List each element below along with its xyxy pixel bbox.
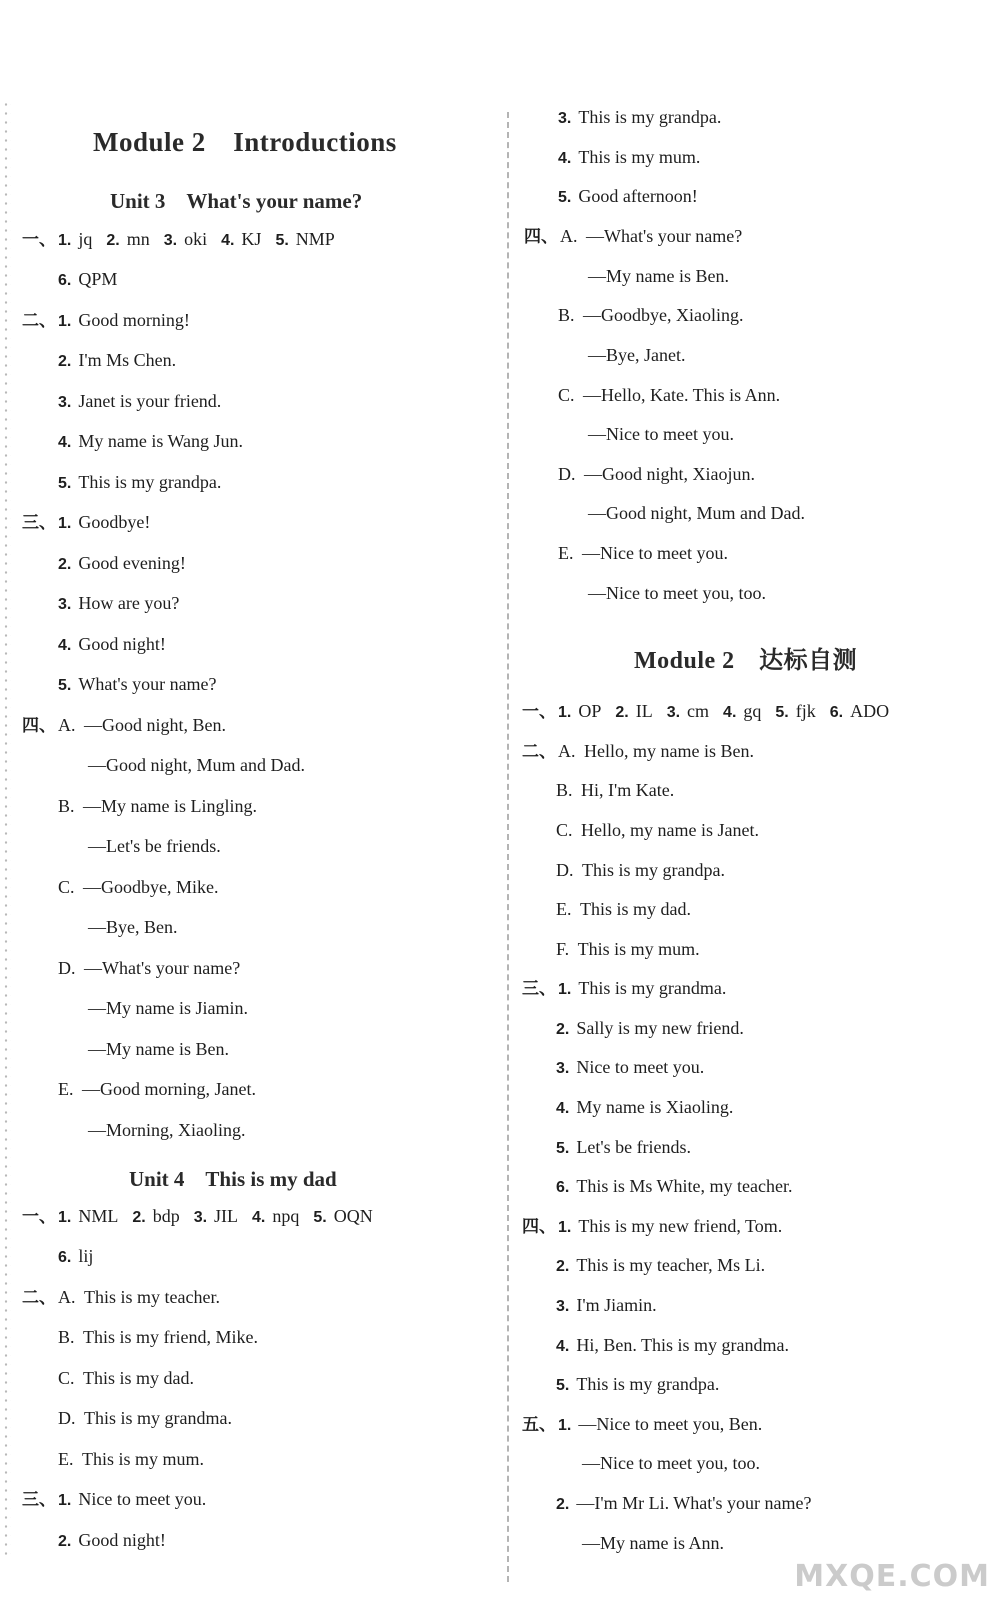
right-answer-line [522,740,754,763]
item-number: 1. [558,981,572,998]
right-answer-line [558,542,728,564]
item-number: 4. [556,1100,570,1117]
answer-text: —Good night, Mum and Dad. [88,755,305,775]
left-answer-line [88,1038,229,1060]
item-number: 2. [556,1496,570,1513]
unit4-title: Unit 4 This is my dad [129,1167,337,1191]
left-answer-line [58,1078,256,1100]
answer-text: Let's be friends. [576,1137,692,1157]
item-letter: D. [58,958,80,978]
answer-text: This is my new friend, Tom. [578,1216,783,1236]
answer-text: QPM [78,269,118,289]
answer-text: mn [126,229,150,249]
answer-text: —My name is Ben. [588,266,729,286]
answer-text: This is my teacher, Ms Li. [576,1255,766,1275]
left-answer-line [58,592,179,616]
item-number: 3. [556,1060,570,1077]
answer-text: —Let's be friends. [88,836,221,856]
item-number: 1. [58,1492,72,1509]
left-answer-line [58,471,221,495]
item-number: 4. [58,637,72,654]
answer-text: Good morning! [78,310,190,330]
item-number: 4. [221,232,235,249]
item-number: 3. [58,596,72,613]
left-answer-line [58,876,219,898]
item-letter: D. [556,860,578,880]
answer-text: NMP [295,229,335,249]
left-answer-line [22,1286,220,1309]
right-answer-line [556,1254,765,1278]
answer-text: —Nice to meet you. [588,424,734,444]
left-answer-line [88,835,221,857]
left-answer-line [88,916,178,938]
left-answer-line [58,430,243,454]
right-answer-line [556,938,700,960]
item-number: 2. [615,704,629,721]
answer-text: Janet is your friend. [78,391,222,411]
right-answer-line [588,344,685,366]
left-answer-line [58,1326,258,1348]
item-letter: B. [556,780,578,800]
answer-text: Hi, Ben. This is my grandma. [576,1335,789,1355]
answer-text: —My name is Jiamin. [88,998,248,1018]
answer-text: Hi, I'm Kate. [581,780,675,800]
left-answer-line [88,1119,246,1141]
item-number: 6. [829,704,844,721]
item-number: 5. [275,232,289,249]
item-letter: B. [58,1327,80,1347]
section-marker: 四、 [522,1217,556,1236]
right-answer-line [556,1492,811,1516]
watermark-text: MXQE.COM [794,1559,990,1594]
answer-text: Hello, my name is Janet. [581,820,759,840]
item-number: 1. [58,313,72,330]
answer-text: IL [635,701,653,721]
item-letter: D. [58,1408,80,1428]
section-marker: 五、 [522,1415,556,1434]
item-number: 2. [132,1209,146,1226]
right-answer-line [558,304,744,326]
left-answer-line [22,1205,373,1229]
right-answer-line [556,1056,704,1080]
item-number: 6. [58,1249,72,1266]
item-letter: E. [556,899,576,919]
answer-text: Good night! [78,634,166,654]
left-answer-line [22,309,190,333]
right-answer-line [558,106,721,130]
answer-text: This is my grandma. [84,1408,232,1428]
answer-text: Good night! [78,1530,166,1550]
answer-text: —I'm Mr Li. What's your name? [576,1493,812,1513]
item-number: 3. [666,704,681,721]
item-number: 5. [313,1209,327,1226]
answer-text: This is my grandpa. [582,860,725,880]
left-answer-line [22,511,150,535]
answer-text: —Good night, Ben. [84,715,226,735]
right-answer-line [582,1452,760,1474]
item-letter: E. [558,543,578,563]
item-number: 1. [58,1209,72,1226]
answer-text: I'm Jiamin. [576,1295,657,1315]
answer-text: bdp [152,1206,180,1226]
item-number: 5. [775,704,789,721]
item-letter: D. [558,464,580,484]
answer-text: —Nice to meet you. [582,543,728,563]
right-column [512,0,996,1600]
item-number: 1. [558,704,572,721]
item-letter: B. [58,796,80,816]
answer-text: —My name is Ann. [582,1533,724,1553]
item-number: 4. [558,150,572,167]
answer-text: —Hello, Kate. This is Ann. [583,385,781,405]
item-number: 2. [58,556,72,573]
item-number: 2. [556,1258,570,1275]
right-answer-line [556,1096,733,1120]
section-marker: 一、 [22,230,56,249]
left-answer-line [22,1488,206,1512]
left-answer-line [58,795,257,817]
item-number: 4. [58,434,72,451]
right-answer-line [524,225,742,248]
left-answer-line [58,1448,204,1470]
section-marker: 二、 [22,311,56,330]
item-letter: E. [58,1449,78,1469]
right-answer-line [558,463,755,485]
answer-text: —Good night, Mum and Dad. [588,503,805,523]
answer-text: lij [78,1246,94,1266]
answer-text: This is my grandpa. [78,472,222,492]
right-answer-line [556,1175,792,1199]
left-answer-line [88,997,248,1019]
right-answer-line [588,582,766,604]
answer-text: This is my grandpa. [578,107,722,127]
section-marker: 二、 [522,742,556,761]
right-answer-line [522,977,726,1001]
answer-text: This is my teacher. [84,1287,220,1307]
answer-text: I'm Ms Chen. [78,350,177,370]
answer-text: Good evening! [78,553,186,573]
item-letter: B. [558,305,580,325]
answer-text: This is my mum. [577,939,700,959]
item-number: 1. [558,1417,572,1434]
right-answer-line [588,423,734,445]
item-number: 3. [558,110,572,127]
item-number: 1. [558,1219,572,1236]
item-number: 5. [558,189,572,206]
answer-text: NML [78,1206,119,1226]
answer-text: —Nice to meet you, too. [582,1453,760,1473]
answer-text: —Bye, Janet. [588,345,686,365]
answer-text: —My name is Lingling. [83,796,258,816]
answer-text: This is my friend, Mike. [83,1327,258,1347]
answer-text: —What's your name? [84,958,241,978]
item-letter: A. [560,226,582,246]
item-letter: F. [556,939,574,959]
right-answer-line [522,1413,762,1437]
answer-text: KJ [241,229,262,249]
item-number: 5. [556,1377,570,1394]
left-answer-line [58,673,217,697]
right-answer-line [556,1334,789,1358]
answer-text: —Nice to meet you, too. [588,583,766,603]
section-marker: 三、 [522,979,556,998]
answer-text: This is my grandpa. [576,1374,720,1394]
answer-text: How are you? [78,593,180,613]
answer-text: This is my mum. [82,1449,205,1469]
answer-text: ADO [850,701,890,721]
right-answer-line [556,1136,691,1160]
item-letter: A. [58,1287,80,1307]
right-answer-line [556,898,691,920]
item-letter: E. [58,1079,78,1099]
item-letter: C. [58,1368,80,1388]
right-answer-line [522,1215,782,1239]
answer-text: —Goodbye, Mike. [83,877,219,897]
answer-text: Nice to meet you. [78,1489,207,1509]
section-marker: 一、 [522,702,556,721]
item-number: 6. [58,272,72,289]
item-number: 4. [723,704,737,721]
right-answer-line [556,779,674,801]
answer-text: Hello, my name is Ben. [584,741,754,761]
item-number: 4. [252,1209,266,1226]
answer-text: jq [78,229,93,249]
right-answer-line [558,384,780,406]
module-title: Module 2 Introductions [93,127,397,157]
section-marker: 四、 [22,716,56,735]
item-number: 4. [556,1338,570,1355]
answer-text: Sally is my new friend. [576,1018,744,1038]
answer-text: This is Ms White, my teacher. [576,1176,793,1196]
answer-text: Nice to meet you. [576,1057,705,1077]
answer-text: OP [578,701,602,721]
answer-text: —Good morning, Janet. [82,1079,256,1099]
answer-text: fjk [795,701,816,721]
answer-text: gq [743,701,762,721]
answer-text: This is my mum. [578,147,701,167]
answer-text: This is my grandma. [578,978,727,998]
answer-text: My name is Xiaoling. [576,1097,734,1117]
answer-text: This is my dad. [580,899,691,919]
answer-text: Good afternoon! [578,186,698,206]
item-number: 3. [58,394,72,411]
answer-text: OQN [333,1206,373,1226]
item-number: 1. [58,232,72,249]
item-letter: C. [558,385,580,405]
right-answer-line [556,819,759,841]
answer-text: —Good night, Xiaojun. [584,464,755,484]
left-answer-line [58,1407,232,1429]
answer-text: —What's your name? [586,226,743,246]
section-marker: 四、 [524,227,558,246]
right-answer-line [558,185,698,209]
answer-text: This is my dad. [83,1368,195,1388]
item-letter: C. [58,877,80,897]
section-marker: 三、 [22,513,56,532]
answer-text: —Goodbye, Xiaoling. [583,305,744,325]
item-number: 6. [556,1179,570,1196]
item-number: 1. [58,515,72,532]
left-answer-line [22,714,226,737]
left-answer-line [58,957,240,979]
item-number: 2. [58,1533,72,1550]
item-letter: A. [558,741,580,761]
item-number: 2. [106,232,120,249]
item-letter: C. [556,820,578,840]
answer-text: —Nice to meet you, Ben. [578,1414,763,1434]
answer-text: oki [184,229,208,249]
right-answer-line [588,502,805,524]
left-answer-line [58,390,221,414]
column-divider [507,112,509,1582]
right-answer-line [588,265,729,287]
answer-text: What's your name? [78,674,217,694]
left-answer-line [88,754,305,776]
right-answer-line [558,146,700,170]
right-answer-line [556,1294,657,1318]
unit3-title: Unit 3 What's your name? [110,189,363,213]
section-marker: 三、 [22,1490,56,1509]
right-answer-line [582,1532,724,1554]
left-answer-line [58,552,186,576]
right-answer-line [556,1373,719,1397]
answer-text: JIL [214,1206,239,1226]
answer-text: —Bye, Ben. [88,917,178,937]
item-number: 5. [58,475,72,492]
item-number: 3. [193,1209,208,1226]
right-answer-line [556,1017,744,1041]
answer-text: My name is Wang Jun. [78,431,244,451]
right-answer-line [522,700,889,724]
item-number: 5. [556,1140,570,1157]
left-answer-line [58,1245,93,1269]
left-answer-line [58,1529,166,1553]
section-marker: 一、 [22,1207,56,1226]
item-number: 2. [556,1021,570,1038]
answer-text: Goodbye! [78,512,151,532]
left-answer-line [58,1367,194,1389]
answer-text: npq [272,1206,300,1226]
left-answer-line [58,633,166,657]
item-number: 2. [58,353,72,370]
answer-text: —My name is Ben. [88,1039,229,1059]
item-letter: A. [58,715,80,735]
item-number: 3. [163,232,178,249]
left-answer-line [22,228,335,252]
answer-text: —Morning, Xiaoling. [88,1120,246,1140]
item-number: 3. [556,1298,570,1315]
left-answer-line [58,268,117,292]
answer-text: cm [687,701,710,721]
right-answer-line [556,859,725,881]
left-answer-line [58,349,176,373]
module-test-title: Module 2 达标自测 [634,648,858,674]
section-marker: 二、 [22,1288,56,1307]
item-number: 5. [58,677,72,694]
